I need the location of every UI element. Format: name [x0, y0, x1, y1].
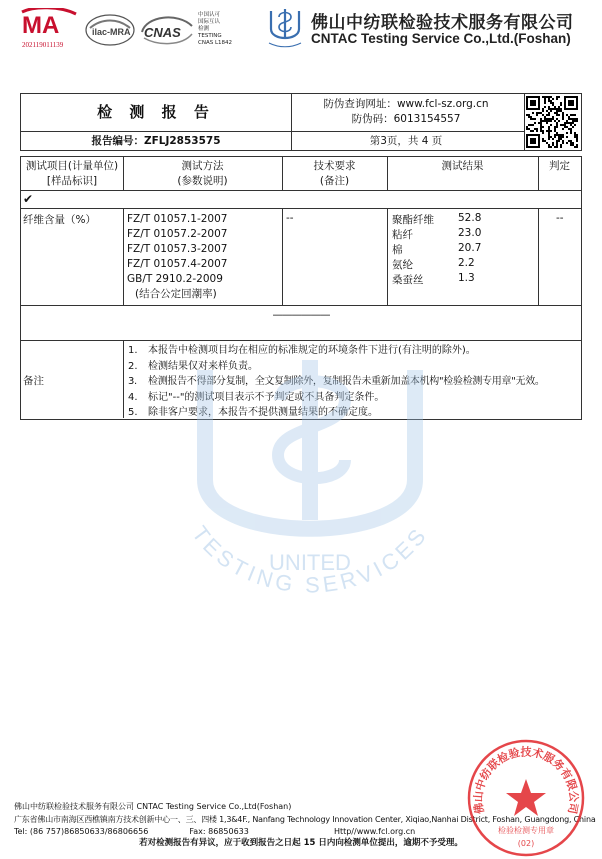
footer-address: 广东省佛山市南海区西樵镇南方技术创新中心一、三、四楼 1,3&4F., Nanfang Technology Innovation Center, Xiqiao,Nanhai District, Foshan, Guangdong, China [14, 814, 596, 824]
result-row: 氨纶 2.2 [392, 257, 475, 271]
uts-watermark [160, 360, 460, 630]
svg-text:MA: MA [22, 12, 60, 38]
qr-code [526, 96, 578, 148]
svg-text:CNAS: CNAS [144, 25, 181, 40]
cma-number: 202119011139 [22, 41, 64, 49]
anti-fake-info: 防伪查询网址：www.fcl-sz.org.cn 防伪码：6013154557 [323, 98, 489, 125]
requirement-value: -- [286, 212, 294, 224]
footer-fax: Fax: 86850633 [189, 827, 249, 836]
footer-tel: Tel: (86 757)86850633/86806656 [14, 827, 149, 836]
svg-text:检验检测专用章: 检验检测专用章 [498, 826, 554, 835]
col-header-requirement: 技术要求 (备注) [313, 160, 356, 187]
svg-text:佛山中纺联检验技术服务有限公司: 佛山中纺联检验技术服务有限公司 [471, 745, 581, 815]
item-fiber-content: 纤维含量（%） [23, 214, 96, 226]
remark-item: 2. 检测结果仅对来样负责。 [128, 360, 258, 372]
company-name-en: CNTAC Testing Service Co.,Ltd.(Foshan) [311, 31, 571, 46]
col-header-method: 测试方法 (参数说明) [177, 160, 228, 187]
end-separator: —————— [272, 309, 330, 321]
result-row: 聚酯纤维 52.8 [392, 212, 482, 226]
official-seal-stamp [465, 737, 587, 859]
remarks-label: 备注 [23, 375, 44, 387]
method-list: FZ/T 01057.1-2007 FZ/T 01057.2-2007 FZ/T 01057.3-2007 FZ/T 01057.4-2007 GB/T 2910.2-2009 (结合公定回潮率) [127, 213, 228, 300]
anti-fake-url[interactable]: www.fcl-sz.org.cn [396, 98, 489, 110]
footer-company: 佛山中纺联检验技术服务有限公司 CNTAC Testing Service Co.,Ltd(Foshan) [14, 802, 292, 811]
cma-logo [20, 8, 78, 38]
star-icon [506, 779, 546, 816]
col-header-result: 测试结果 [441, 160, 484, 172]
remark-item: 5. 除非客户要求，本报告不提供测量结果的不确定度。 [128, 407, 378, 419]
cnas-logo [138, 12, 196, 50]
report-title: 检 测 报 告 [21, 94, 292, 132]
check-mark: ✔ [23, 192, 34, 206]
watermark-united: UNITED [269, 550, 351, 575]
result-list [21, 212, 581, 287]
watermark-testing-services: TESTING SERVICES [187, 521, 433, 598]
remark-item: 4. 标记"--"的测试项目表示不予判定或不具备判定条件。 [128, 391, 385, 403]
company-name-cn: 佛山中纺联检验技术服务有限公司 [311, 13, 574, 33]
col-header-judgement: 判定 [549, 160, 570, 172]
uts-logo [265, 7, 305, 49]
cnas-caption: 中国认可 国际互认 检测 TESTING CNAS L1842 [198, 12, 233, 46]
report-header-box [20, 93, 582, 151]
page-indicator: 第3页，共 4 页 [369, 135, 443, 147]
remark-item: 1. 本报告中检测项目均在相应的标准规定的环境条件下进行(有注明的除外)。 [128, 345, 476, 356]
result-row: 粘纤 23.0 [392, 227, 482, 241]
ilac-mra-logo [84, 10, 136, 50]
judgement-value: -- [556, 212, 564, 224]
result-row: 棉 20.7 [392, 242, 482, 256]
svg-text:ilac-MRA: ilac-MRA [92, 27, 131, 37]
col-header-item: 测试项目(计量单位) [样品标识] [25, 160, 119, 187]
footer-website[interactable]: Http//www.fcl.org.cn [333, 827, 416, 836]
footer-objection-note: 若对检测报告有异议，应于收到报告之日起 15 日内向检测单位提出，逾期不予受理。 [139, 838, 463, 848]
report-number: 报告编号：ZFLJ2853575 [21, 132, 292, 150]
remark-item: 3. 检测报告不得部分复制，全文复制除外，复制报告未重新加盖本机构"检验检测专用章"无效。 [128, 376, 545, 388]
anti-fake-code: 6013154557 [393, 113, 461, 125]
result-row: 桑蚕丝 1.3 [392, 272, 475, 286]
svg-text:(02): (02) [517, 839, 535, 848]
